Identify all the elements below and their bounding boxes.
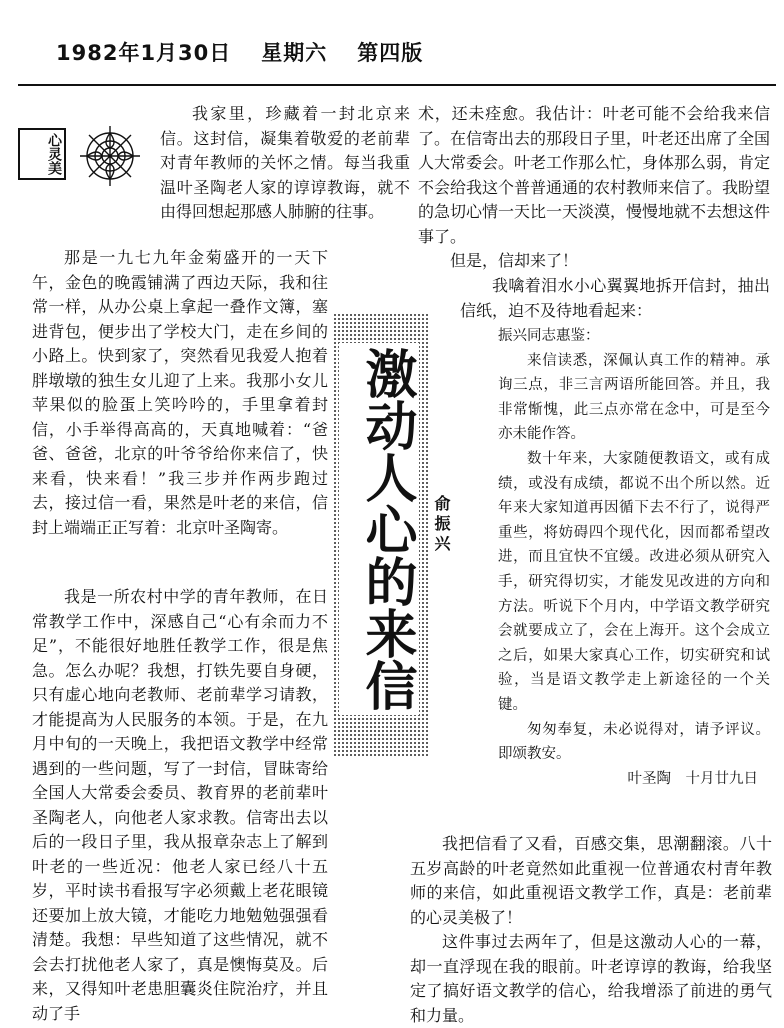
chrysanthemum-icon (74, 124, 146, 190)
headline-box (333, 313, 428, 756)
author-byline: 俞振兴 (432, 495, 451, 555)
letter-paragraph: 数十年来，大家随便教语文，或有成绩，或没有成绩，都说不出个所以然。近年来大家知道再因循下去不行了，说得严重些，将妨碍四个现代化，因而都希望改进，而且宜快不宜缓。改进必须从研究入手，研究得切实，才能发见改进的方向和方法。听说下个月内，中学语文教学研究会就要成立了，会在上海开。这个会成立之后，如果大家真心工作，切实研究和试验，当是语文教学走上新途径的一个关键。 (498, 450, 770, 713)
paragraph: 术，还未痊愈。我估计：叶老可能不会给我来信了。在信寄出去的那段日子里，叶老还出席了全国人大常委会。叶老工作那么忙，身体那么弱，肯定不会给我这个普普通通的农村教师来信了。我盼望的急切心情一天比一天淡漠，慢慢地就不去想这件事了。 (418, 104, 771, 246)
letter-paragraph: 来信读悉，深佩认真工作的精神。承询三点，非三言两语所能回答。并且，我非常惭愧，此三点亦常在念中，可是至今亦未能作答。 (498, 352, 770, 443)
right-column (418, 102, 770, 274)
paragraph: 我是一所农村中学的青年教师，在日常教学工作中，深感自己“心有余而力不足”，不能很好地胜任教学工作，很是焦急。怎么办呢？我想，打铁先要自身硬，只有虚心地向老教师、老前辈学习请教，才能提高为人民服务的本领。于是，在九月中旬的一天晚上，我把语文教学中经常遇到的一些问题，写了一封信，冒昧寄给全国人大常委会委员、教育界的老前辈叶圣陶老人，向他老人家求教。信寄出去以后的一段日子里，我从报章杂志上了解到叶老的一些近况：他老人家已经八十五岁，平时读书看报写字必须戴上老花眼镜还要加上放大镜，才能吃力地勉勉强强看清楚。我想：早些知道了这些情况，就不会去打扰他老人家了，真是懊悔莫及。后来，又得知叶老患胆囊炎住院治疗，并且动了手 (32, 587, 328, 1023)
issue-weekday: 星期六 (261, 41, 328, 65)
header-rule (18, 84, 776, 86)
letter-paragraph: 匆匆奉复，未必说得对，请予评议。即颂教安。 (498, 721, 770, 763)
issue-date: 1982年1月30日 (56, 41, 232, 65)
letter-signature: 叶圣陶 十月廿九日 (627, 770, 758, 787)
right-column-open (460, 274, 770, 323)
paragraph: 那是一九七九年金菊盛开的一天下午，金色的晚霞铺满了西边天际，我和往常一样，从办公桌上拿起一叠作文簿，塞进背包，便步出了学校大门，走在乡间的小路上。快到家了，突然看见我爱人抱着胖墩墩的独生女儿迎了上来。我那小女儿苹果似的脸蛋上笑吟吟的，手里拿着封信，小手举得高高的，天真地喊着：“爸爸、爸爸，北京的叶爷爷给你来信了，快来看，快来看！”我三步并作两步跑过去，接过信一看，果然是叶老的来信，信封上端端正正写着：北京叶圣陶寄。 (32, 248, 328, 537)
paragraph: 这件事过去两年了，但是这激动人心的一幕，却一直浮现在我的眼前。叶老谆谆的教诲，给我坚定了搞好语文教学的信心，给我增添了前进的勇气和力量。 (410, 932, 772, 1025)
paragraph: 我噙着泪水小心翼翼地拆开信封，抽出信纸，迫不及待地看起来： (460, 276, 770, 320)
paragraph: 但是，信却来了！ (450, 251, 579, 270)
left-column-body (32, 246, 328, 540)
badge-label: 心灵美 (18, 128, 66, 180)
paragraph: 我家里，珍藏着一封北京来信。这封信，凝集着敬爱的老前辈对青年教师的关怀之情。每当我重温叶圣陶老人家的谆谆教诲，就不由得回想起那感人肺腑的往事。 (160, 104, 410, 221)
paragraph: 我把信看了又看，百感交集，思潮翻滚。八十五岁高龄的叶老竟然如此重视一位普通农村青年教师的来信，如此重视语文教学工作，真是：老前辈的心灵美极了！ (410, 834, 772, 927)
page-number: 第四版 (357, 41, 424, 65)
right-column-end (410, 832, 772, 1028)
column-badge (18, 124, 148, 188)
left-column-intro (160, 102, 410, 225)
headline: 激动人心的来信 (339, 343, 419, 715)
quoted-letter (498, 324, 770, 791)
letter-salutation: 振兴同志惠鉴： (498, 328, 600, 344)
left-column-body-2 (32, 585, 328, 1026)
page-header (56, 28, 776, 76)
